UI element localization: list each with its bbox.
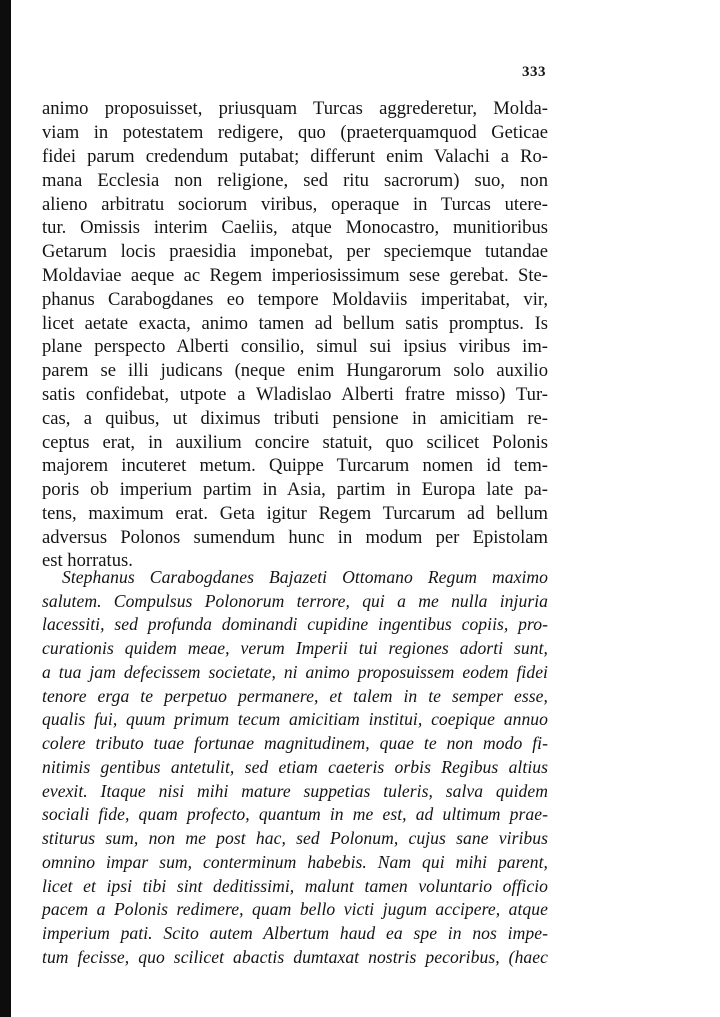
- letter-line: stiturus sum, non me post hac, sed Polonum, cujus sane viribus: [42, 828, 548, 848]
- text-line: satis confidebat, utpote a Wladislao Alberti fratre misso) Tur-: [42, 384, 548, 405]
- text-line: parem se illi judicans (neque enim Hungarorum solo auxilio: [42, 360, 548, 381]
- letter-line: Stephanus Carabogdanes Bajazeti Ottomano Regum maximo: [62, 567, 548, 587]
- letter-line: curationis quidem meae, verum Imperii tui regiones adorti sunt,: [42, 638, 548, 658]
- text-line: majorem incuteret metum. Quippe Turcarum nomen id tem-: [42, 455, 548, 476]
- text-line: Moldaviae aeque ac Regem imperiosissimum sese gerebat. Ste-: [42, 265, 548, 286]
- text-line: tens, maximum erat. Geta igitur Regem Turcarum ad bellum: [42, 503, 548, 524]
- text-line: viam in potestatem redigere, quo (praeterquamquod Geticae: [42, 122, 548, 143]
- text-line: fidei parum credendum putabat; differunt enim Valachi a Ro-: [42, 146, 548, 167]
- text-line: adversus Polonos sumendum hunc in modum per Epistolam: [42, 527, 548, 548]
- text-line: poris ob imperium partim in Asia, partim in Europa late pa-: [42, 479, 548, 500]
- letter-line: nitimis gentibus antetulit, sed etiam caeteris orbis Regibus altius: [42, 757, 548, 777]
- letter-line: colere tributo tuae fortunae magnitudinem, quae te non modo fi-: [42, 733, 548, 753]
- letter-line: qualis fui, quum primum tecum amicitiam institui, coepique annuo: [42, 709, 548, 729]
- text-line: licet aetate exacta, animo tamen ad bellum satis promptus. Is: [42, 313, 548, 334]
- letter-line: sociali fide, quam profecto, quantum in me est, ad ultimum prae-: [42, 804, 548, 824]
- letter-line: licet et ipsi tibi sint deditissimi, malunt tamen voluntario officio: [42, 876, 548, 896]
- letter-line: pacem a Polonis redimere, quam bello victi jugum accipere, atque: [42, 899, 548, 919]
- letter-line: salutem. Compulsus Polonorum terrore, qui a me nulla injuria: [42, 591, 548, 611]
- page-number: 333: [522, 64, 546, 80]
- text-line: animo proposuisset, priusquam Turcas aggrederetur, Molda-: [42, 98, 548, 119]
- letter-line: evexit. Itaque nisi mihi mature suppetias tuleris, salva quidem: [42, 781, 548, 801]
- text-line: plane perspecto Alberti consilio, simul sui ipsius viribus im-: [42, 336, 548, 357]
- text-line: tur. Omissis interim Caeliis, atque Monocastro, munitioribus: [42, 217, 548, 238]
- text-line: alieno arbitratu sociorum viribus, operaque in Turcas utere-: [42, 194, 548, 215]
- text-line: cas, a quibus, ut diximus tributi pensione in amicitiam re-: [42, 408, 548, 429]
- letter-line: tenore erga te perpetuo permanere, et talem in te semper esse,: [42, 686, 548, 706]
- letter-line: a tua jam defecissem societate, ni animo proposuissem eodem fidei: [42, 662, 548, 682]
- text-line: est horratus.: [42, 550, 133, 571]
- text-line: mana Ecclesia non religione, sed ritu sacrorum) suo, non: [42, 170, 548, 191]
- text-line: phanus Carabogdanes eo tempore Moldaviis imperitabat, vir,: [42, 289, 548, 310]
- letter-line: lacessiti, sed profunda dominandi cupidine ingentibus copiis, pro-: [42, 614, 548, 634]
- page-binding-edge: [0, 0, 11, 1017]
- text-line: ceptus erat, in auxilium concire statuit, quo scilicet Polonis: [42, 432, 548, 453]
- letter-line: imperium pati. Scito autem Albertum haud ea spe in nos impe-: [42, 923, 548, 943]
- text-line: Getarum locis praesidia imponebat, per speciemque tutandae: [42, 241, 548, 262]
- letter-line: omnino impar sum, conterminum habebis. Nam qui mihi parent,: [42, 852, 548, 872]
- letter-line: tum fecisse, quo scilicet abactis dumtaxat nostris pecoribus, (haec: [42, 947, 548, 967]
